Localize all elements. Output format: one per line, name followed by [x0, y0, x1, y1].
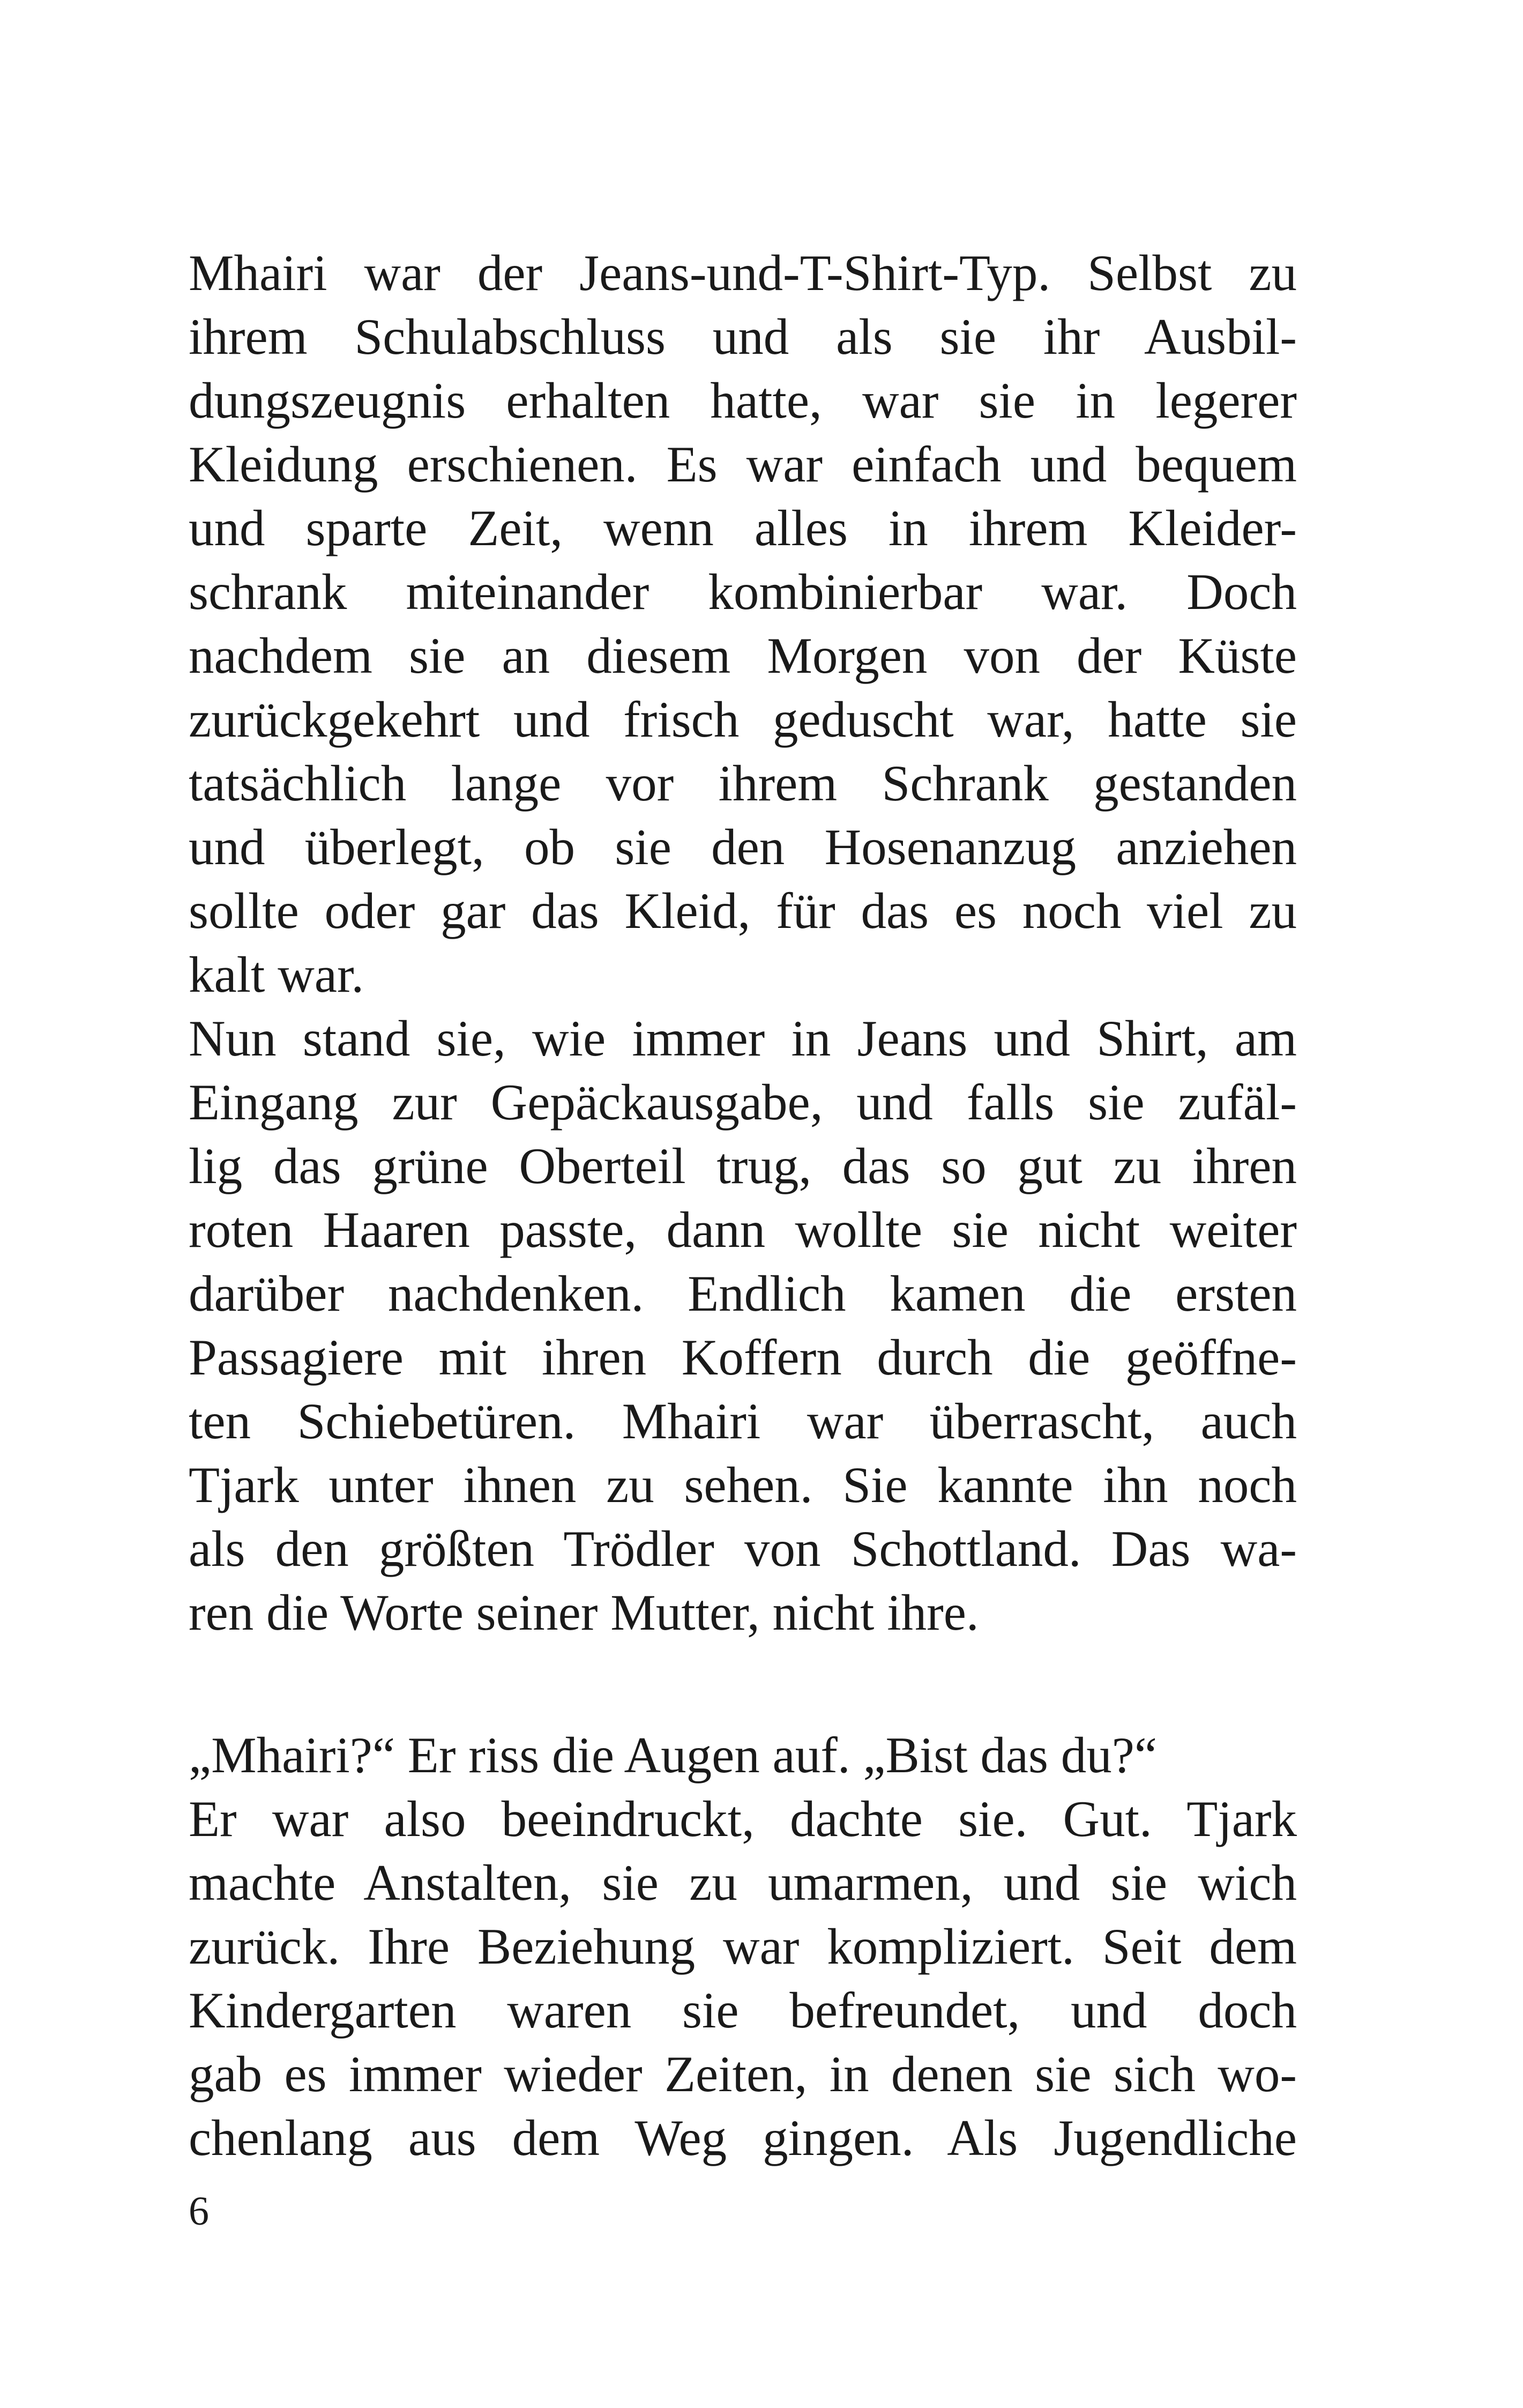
text-line: Nun stand sie, wie immer in Jeans und Shirt, am: [189, 1010, 1297, 1067]
text-line: schrank miteinander kombinierbar war. Doch: [189, 563, 1297, 620]
paragraph-2: [189, 1007, 1297, 1645]
text-line: Eingang zur Gepäckausgabe, und falls sie zufäl-: [189, 1074, 1297, 1131]
paragraph-4: [189, 1787, 1297, 2170]
text-line: tatsächlich lange vor ihrem Schrank gestanden: [189, 755, 1297, 812]
text-line: machte Anstalten, sie zu umarmen, und sie wich: [189, 1854, 1297, 1911]
text-line: sollte oder gar das Kleid, für das es noch viel zu: [189, 882, 1297, 939]
text-line: lig das grüne Oberteil trug, das so gut zu ihren: [189, 1138, 1297, 1194]
text-line: Kindergarten waren sie befreundet, und doch: [189, 1982, 1297, 2039]
text-line: ten Schiebetüren. Mhairi war überrascht, auch: [189, 1393, 1297, 1450]
text-line: Kleidung erschienen. Es war einfach und bequem: [189, 436, 1297, 493]
text-line: darüber nachdenken. Endlich kamen die ersten: [189, 1265, 1297, 1322]
page-number: 6: [189, 2189, 209, 2234]
text-line: Er war also beeindruckt, dachte sie. Gut. Tjark: [189, 1790, 1297, 1847]
text-line: gab es immer wieder Zeiten, in denen sie sich wo-: [189, 2046, 1297, 2102]
text-line: kalt war.: [189, 946, 364, 1003]
text-line: zurückgekehrt und frisch geduscht war, hatte sie: [189, 691, 1297, 748]
text-line: chenlang aus dem Weg gingen. Als Jugendliche: [189, 2109, 1297, 2166]
text-line: dungszeugnis erhalten hatte, war sie in legerer: [189, 372, 1297, 429]
text-line: und überlegt, ob sie den Hosenanzug anziehen: [189, 819, 1297, 875]
text-line: Tjark unter ihnen zu sehen. Sie kannte ihn noch: [189, 1456, 1297, 1513]
text-block-lower: [189, 1723, 1297, 2170]
text-block-upper: [189, 241, 1297, 1645]
text-line: roten Haaren passte, dann wollte sie nicht weiter: [189, 1201, 1297, 1258]
text-line: und sparte Zeit, wenn alles in ihrem Kleider-: [189, 500, 1297, 556]
text-line: zurück. Ihre Beziehung war kompliziert. Seit dem: [189, 1918, 1297, 1975]
text-line: nachdem sie an diesem Morgen von der Küste: [189, 627, 1297, 684]
text-line: ihrem Schulabschluss und als sie ihr Ausbil-: [189, 308, 1297, 365]
text-line: Mhairi war der Jeans-und-T-Shirt-Typ. Selbst zu: [189, 244, 1297, 301]
text-line: Passagiere mit ihren Koffern durch die geöffne-: [189, 1329, 1297, 1386]
paragraph-1: [189, 241, 1297, 1007]
text-line: „Mhairi?“ Er riss die Augen auf. „Bist das du?“: [189, 1727, 1158, 1783]
paragraph-3: [189, 1723, 1297, 1787]
text-line: ren die Worte seiner Mutter, nicht ihre.: [189, 1584, 979, 1641]
text-line: als den größten Trödler von Schottland. Das wa-: [189, 1520, 1297, 1577]
